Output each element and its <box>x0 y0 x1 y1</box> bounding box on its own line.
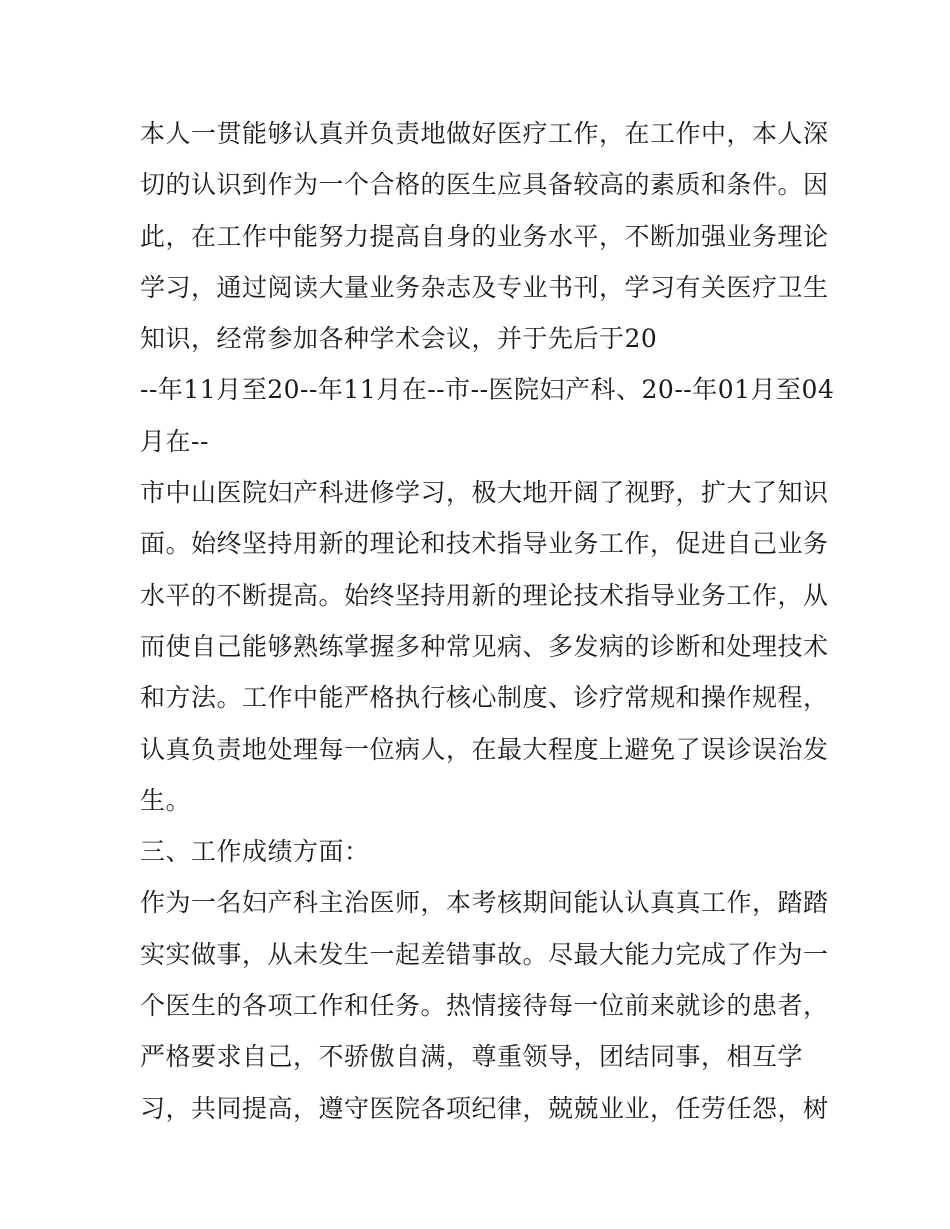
text-line: 此，在工作中能努力提高自身的业务水平，不断加强业务理论 <box>140 221 829 251</box>
text-line: 生。 <box>140 785 192 815</box>
text-line: 个医生的各项工作和任务。热情接待每一位前来就诊的患者， <box>140 991 829 1021</box>
text-line: 市中山医院妇产科进修学习，极大地开阔了视野，扩大了知识 <box>140 478 829 508</box>
text-line: 月在-- <box>140 426 209 456</box>
body-text <box>140 108 835 1134</box>
text-line: 切的认识到作为一个合格的医生应具备较高的素质和条件。因 <box>140 170 829 200</box>
section-heading: 三、工作成绩方面： <box>140 837 370 867</box>
text-line: 知识，经常参加各种学术会议，并于先后于20 <box>140 324 658 354</box>
text-line: 水平的不断提高。始终坚持用新的理论技术指导业务工作，从 <box>140 580 829 610</box>
text-line: 习，共同提高，遵守医院各项纪律，兢兢业业，任劳任怨，树 <box>140 1093 829 1123</box>
text-line: 实实做事，从未发生一起差错事故。尽最大能力完成了作为一 <box>140 939 829 969</box>
text-line: 面。始终坚持用新的理论和技术指导业务工作，促进自己业务 <box>140 529 829 559</box>
text-line: 本人一贯能够认真并负责地做好医疗工作，在工作中，本人深 <box>140 119 829 148</box>
text-line: 和方法。工作中能严格执行核心制度、诊疗常规和操作规程， <box>140 683 829 713</box>
text-line: 而使自己能够熟练掌握多种常见病、多发病的诊断和处理技术 <box>140 631 829 661</box>
text-line: 严格要求自己，不骄傲自满，尊重领导，团结同事，相互学 <box>140 1042 804 1072</box>
text-line: 认真负责地处理每一位病人，在最大程度上避免了误诊误治发 <box>140 734 829 764</box>
text-line: 学习，通过阅读大量业务杂志及专业书刊，学习有关医疗卫生 <box>140 272 829 302</box>
text-line: 作为一名妇产科主治医师，本考核期间能认认真真工作，踏踏 <box>140 888 829 918</box>
text-line: --年11月至20--年11月在--市--医院妇产科、20--年01月至04 <box>140 375 835 405</box>
